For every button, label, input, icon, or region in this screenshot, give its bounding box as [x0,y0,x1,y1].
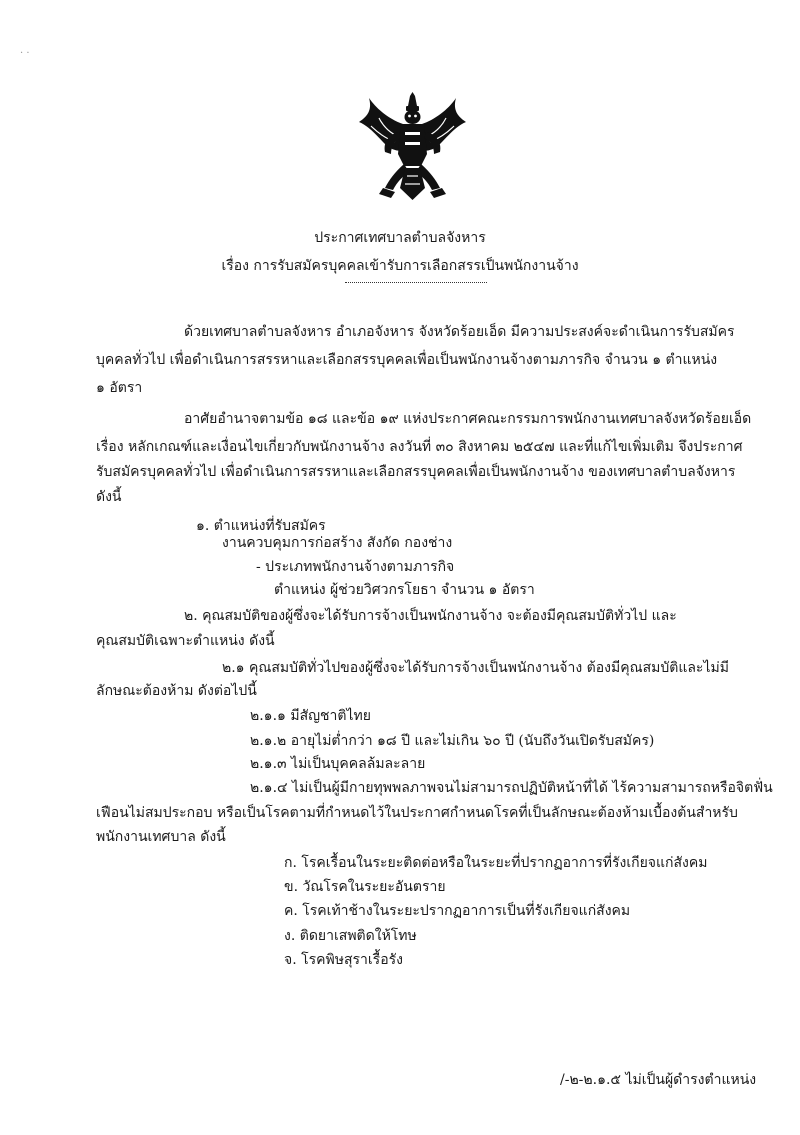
announcement-subject: เรื่อง การรับสมัครบุคคลเข้ารับการเลือกสรรเป็นพนักงานจ้าง [221,258,579,274]
qualification-item4-line: ๒.๑.๔ ไม่เป็นผู้มีกายทุพพลภาพจนไม่สามารถปฏิบัติหน้าที่ได้ ไร้ความสามารถหรือจิตฟั่น [250,780,773,796]
page-continuation: /-๒-๒.๑.๕ ไม่เป็นผู้ดำรงตำแหน่ง [560,1072,757,1088]
disease-item: จ. โรคพิษสุราเรื้อรัง [284,952,403,968]
section1-type: - ประเภทพนักงานจ้างตามภารกิจ [256,559,455,575]
paragraph2-line: ดังนี้ [96,489,122,505]
paragraph2-line: เรื่อง หลักเกณฑ์และเงื่อนไขเกี่ยวกับพนักงานจ้าง ลงวันที่ ๓๐ สิงหาคม ๒๕๔๗ และที่แก้ไขเพิ่มเติม จึงประกาศ [96,439,743,455]
paragraph2-line: รับสมัครบุคคลทั่วไป เพื่อดำเนินการสรรหาและเลือกสรรบุคคลเพื่อเป็นพนักงานจ้าง ของเทศบาลตำบลจังหาร [96,464,736,480]
qualification-item: ๒.๑.๓ ไม่เป็นบุคคลล้มละลาย [250,756,426,772]
qualification-item: ๒.๑.๑ มีสัญชาติไทย [250,708,371,724]
qualification-item4-line: พนักงานเทศบาล ดังนี้ [96,829,226,845]
disease-item: ง. ติดยาเสพติดให้โทษ [284,928,417,944]
garuda-emblem-icon [355,92,470,207]
section2-line: คุณสมบัติเฉพาะตำแหน่ง ดังนี้ [96,633,275,649]
section1-unit: งานควบคุมการก่อสร้าง สังกัด กองช่าง [222,535,453,551]
paragraph2-line: อาศัยอำนาจตามข้อ ๑๘ และข้อ ๑๙ แห่งประกาศคณะกรรมการพนักงานเทศบาลจังหวัดร้อยเอ็ด [184,411,752,427]
title-divider [345,282,487,283]
section2-sub-line: ลักษณะต้องห้าม ดังต่อไปนี้ [96,683,257,699]
paragraph1-line: ด้วยเทศบาลตำบลจังหาร อำเภอจังหาร จังหวัดร้อยเอ็ด มีความประสงค์จะดำเนินการรับสมัคร [184,324,735,340]
paragraph1-line: ๑ อัตรา [96,380,143,396]
section2-sub-line: ๒.๑ คุณสมบัติทั่วไปของผู้ซึ่งจะได้รับการจ้างเป็นพนักงานจ้าง ต้องมีคุณสมบัติและไม่มี [222,660,729,676]
disease-item: ค. โรคเท้าช้างในระยะปรากฏอาการเป็นที่รังเกียจแก่สังคม [284,903,631,919]
section1-heading: ๑. ตำแหน่งที่รับสมัคร [196,518,326,534]
qualification-item4-line: เฟือนไม่สมประกอบ หรือเป็นโรคตามที่กำหนดไว้ในประกาศกำหนดโรคที่เป็นลักษณะต้องห้ามเบื้องต้นสำหรับ [96,805,738,821]
section2-line: ๒. คุณสมบัติของผู้ซึ่งจะได้รับการจ้างเป็นพนักงานจ้าง จะต้องมีคุณสมบัติทั่วไป และ [184,608,677,624]
paragraph1-line: บุคคลทั่วไป เพื่อดำเนินการสรรหาและเลือกสรรบุคคลเพื่อเป็นพนักงานจ้างตามภารกิจ จำนวน ๑ ตำแหน่ง [96,352,718,368]
disease-item: ก. โรคเรื้อนในระยะติดต่อหรือในระยะที่ปรากฏอาการที่รังเกียจแก่สังคม [284,855,708,871]
qualification-item: ๒.๑.๒ อายุไม่ต่ำกว่า ๑๘ ปี และไม่เกิน ๖๐ ปี (นับถึงวันเปิดรับสมัคร) [250,733,655,749]
scan-speck: · · [20,48,30,59]
disease-item: ข. วัณโรคในระยะอันตราย [284,879,446,895]
announcement-title: ประกาศเทศบาลตำบลจังหาร [314,230,486,246]
section1-position: ตำแหน่ง ผู้ช่วยวิศวกรโยธา จำนวน ๑ อัตรา [274,582,535,598]
